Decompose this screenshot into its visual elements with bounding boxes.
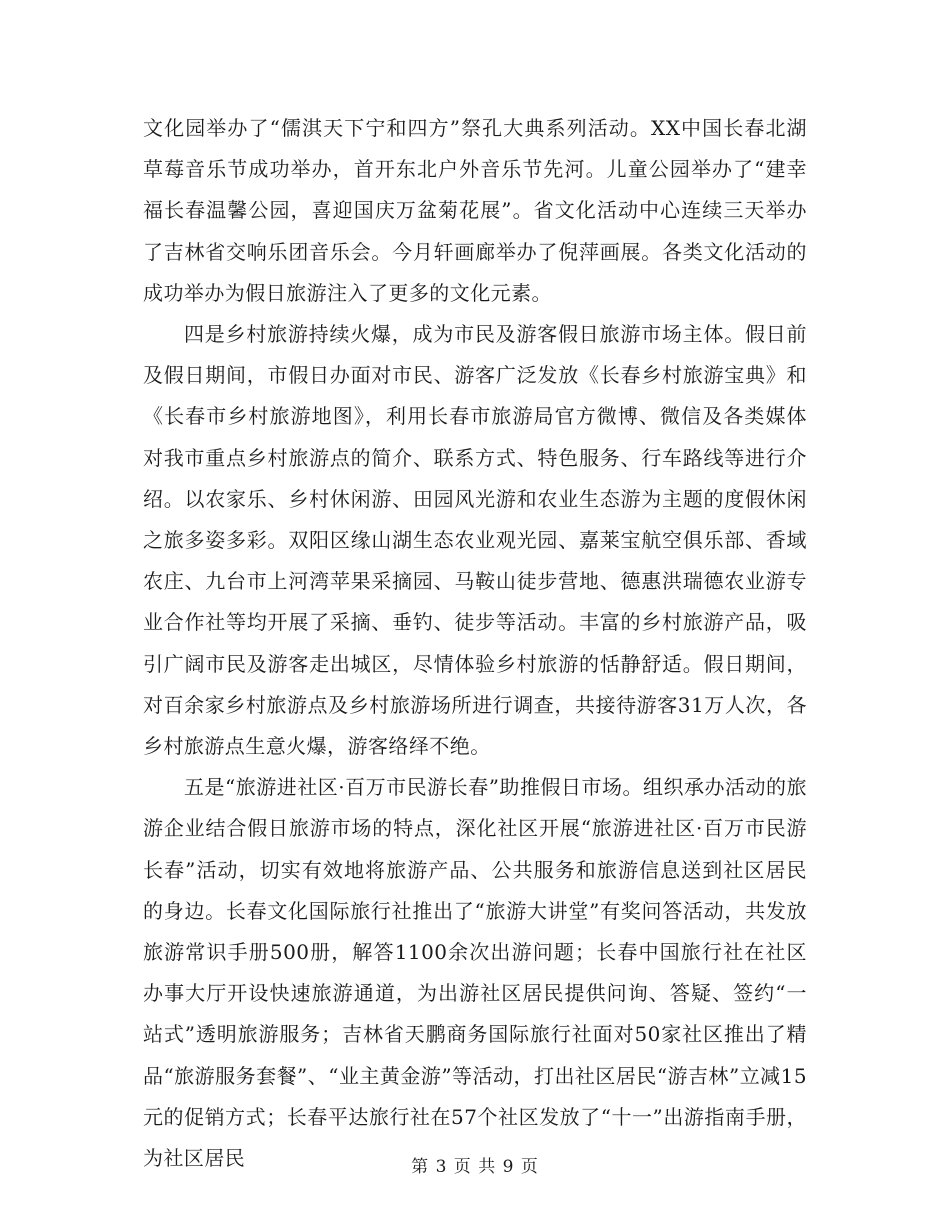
page-number-footer: 第 3 页 共 9 页	[411, 1157, 539, 1177]
paragraph-rural-tourism: 四是乡村旅游持续火爆，成为市民及游客假日旅游市场主体。假日前及假日期间，市假日办面对市民、游客广泛发放《长春乡村旅游宝典》和《长春市乡村旅游地图》，利用长春市旅游局官方微博、微信及各类媒体对我市重点乡村旅游点的简介、联系方式、特色服务、行车路线等进行介绍。以农家乐、乡村休闲游、田园风光游和农业生态游为主题的度假休闲之旅多姿多彩。双阳区缘山湖生态农业观光园、嘉莱宝航空俱乐部、香域农庄、九台市上河湾苹果采摘园、马鞍山徒步营地、德惠洪瑞德农业游专业合作社等均开展了采摘、垂钓、徒步等活动。丰富的乡村旅游产品，吸引广阔市民及游客走出城区，尽情体验乡村旅游的恬静舒适。假日期间，对百余家乡村旅游点及乡村旅游场所进行调查，共接待游客31万人次，各乡村旅游点生意火爆，游客络绎不绝。	[143, 322, 807, 759]
paragraph-community-tourism: 五是“旅游进社区·百万市民游长春”助推假日市场。组织承办活动的旅游企业结合假日旅游市场的特点，深化社区开展“旅游进社区·百万市民游长春”活动，切实有效地将旅游产品、公共服务和旅游信息送到社区居民的身边。长春文化国际旅行社推出了“旅游大讲堂”有奖问答活动，共发放旅游常识手册500册，解答1100余次出游问题；长春中国旅行社在社区办事大厅开设快速旅游通道，为出游社区居民提供问询、答疑、签约“一站式”透明旅游服务；吉林省天鹏商务国际旅行社面对50家社区推出了精品“旅游服务套餐”、“业主黄金游”等活动，打出社区居民“游吉林”立减15元的促销方式；长春平达旅行社在57个社区发放了“十一”出游指南手册，为社区居民	[143, 775, 807, 1171]
paragraph-cultural-events: 文化园举办了“儒淇天下宁和四方”祭孔大典系列活动。XX中国长春北湖草莓音乐节成功举办，首开东北户外音乐节先河。儿童公园举办了“建幸福长春温馨公园，喜迎国庆万盆菊花展”。省文化活动中心连续三天举办了吉林省交响乐团音乐会。今月轩画廊举办了倪萍画展。各类文化活动的成功举办为假日旅游注入了更多的文化元素。	[143, 116, 807, 305]
document-body	[143, 108, 807, 1179]
